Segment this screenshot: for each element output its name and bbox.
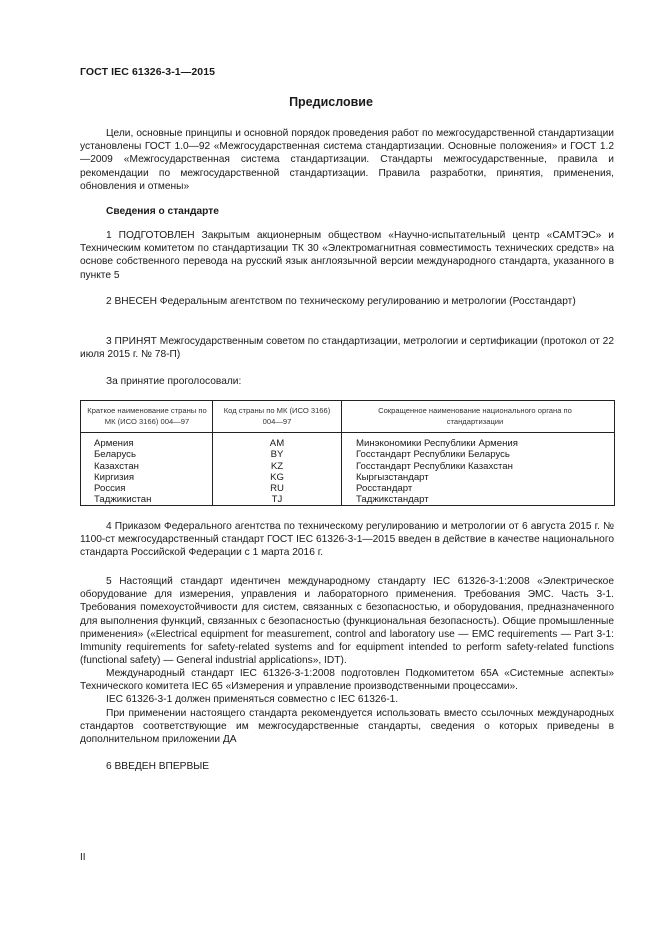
table-cell-country: Россия bbox=[94, 483, 126, 495]
item-5-references-paragraph: При применении настоящего стандарта рекомендуется использовать вместо ссылочных международных стандартов соответствующие им межгосударственные стандарты, сведения о которых приведены в дополнительном приложении ДА bbox=[80, 708, 614, 746]
table-cell-body: Госстандарт Республики Казахстан bbox=[356, 460, 513, 472]
item-5-paragraph: 5 Настоящий стандарт идентичен международному стандарту IEC 61326-3-1:2008 «Электрическое оборудование для измерения, управления и лабораторного применения. Требования ЭМС. Часть 3-1. Требования помехоустойчивости для систем, связанных с безопасностью, и оборудования, предназначенного для выполнения функций, связанных с безопасностью (функциональная безопасность). Общие промышленные применения» («Electrical equipment for measurement, control and laboratory use — EMC requirements — Part 3-1: Immunity requirements for safety-related systems and for equipment intended to perform safety-related functions (functional safety) — General industrial applications», IDT). bbox=[80, 576, 614, 667]
table-cell-country: Армения bbox=[94, 438, 134, 449]
member-states-table bbox=[80, 400, 615, 506]
table-cell-country: Казахстан bbox=[94, 460, 139, 472]
section-heading: Сведения о стандарте bbox=[106, 206, 219, 217]
table-header-code: Код страны по МК (ИСО 3166) 004—97 bbox=[223, 406, 331, 426]
table-cell-body: Минэкономики Республики Армения bbox=[356, 438, 518, 449]
table-cell-code: AM bbox=[269, 438, 285, 449]
table-cell-body: Кыргызстандарт bbox=[356, 471, 429, 483]
table-header-country: Краткое наименование страны по МК (ИСО 3166) 004—97 bbox=[87, 406, 207, 426]
table-cell-country: Беларусь bbox=[94, 449, 136, 461]
item-3-paragraph: 3 ПРИНЯТ Межгосударственным советом по стандартизации, метрологии и сертификации (протокол от 22 июля 2015 г. № 78-П) bbox=[80, 336, 614, 361]
item-6-paragraph: 6 ВВЕДЕН ВПЕРВЫЕ bbox=[106, 761, 210, 772]
country-column bbox=[94, 438, 151, 506]
vote-intro: За принятие проголосовали: bbox=[106, 376, 242, 387]
table-header-body: Сокращенное наименование национального органа по стандартизации bbox=[378, 406, 572, 426]
table-cell-code: RU bbox=[270, 483, 284, 495]
code-column bbox=[213, 438, 341, 506]
item-4-paragraph: 4 Приказом Федерального агентства по техническому регулированию и метрологии от 6 августа 2015 г. № 1100-ст межгосударственный стандарт ГОСТ IEC 61326-3-1—2015 введен в действие в качестве национального стандарта Российской Федерации с 1 марта 2016 г. bbox=[80, 521, 614, 559]
table-cell-body: Госстандарт Республики Беларусь bbox=[356, 449, 510, 461]
intro-paragraph: Цели, основные принципы и основной порядок проведения работ по межгосударственной стандартизации установлены ГОСТ 1.0—92 «Межгосударственная система стандартизации. Основные положения» и ГОСТ 1.2—2009 «Межгосударственная система стандартизации. Стандарты межгосударственные, правила и рекомендации по межгосударственной стандартизации. Правила разработки, принятия, применения, обновления и отмены» bbox=[80, 128, 614, 192]
item-5-source-paragraph: Международный стандарт IEC 61326-3-1:2008 подготовлен Подкомитетом 65A «Системные аспекты» Технического комитета IEC 65 «Измерения и управление производственными процессами». bbox=[80, 668, 614, 693]
item-2-paragraph: 2 ВНЕСЕН Федеральным агентством по техническому регулированию и метрологии (Росстандарт) bbox=[106, 296, 576, 307]
table-cell-code: KG bbox=[270, 471, 284, 483]
page-title: Предисловие bbox=[289, 95, 373, 109]
body-column bbox=[356, 438, 518, 506]
table-cell-country: Киргизия bbox=[94, 471, 135, 483]
table-cell-country: Таджикистан bbox=[94, 494, 152, 506]
page-number: II bbox=[80, 852, 86, 863]
table-cell-code: BY bbox=[270, 449, 284, 461]
table-cell-body: Росстандарт bbox=[356, 483, 413, 495]
item-1-paragraph: 1 ПОДГОТОВЛЕН Закрытым акционерным обществом «Научно-испытательный центр «САМТЭС» и Техническим комитетом по стандартизации ТК 30 «Электромагнитная совместимость технических средств» на основе собственного перевода на русский язык англоязычной версии международного стандарта, указанного в пункте 5 bbox=[80, 230, 614, 281]
table-cell-code: TJ bbox=[271, 494, 283, 506]
item-5-usage-paragraph: IEC 61326-3-1 должен применяться совместно с IEC 61326-1. bbox=[106, 694, 399, 705]
table-cell-body: Таджикстандарт bbox=[356, 494, 429, 506]
document-code: ГОСТ IEC 61326-3-1—2015 bbox=[80, 66, 216, 78]
table-cell-code: KZ bbox=[270, 460, 284, 472]
